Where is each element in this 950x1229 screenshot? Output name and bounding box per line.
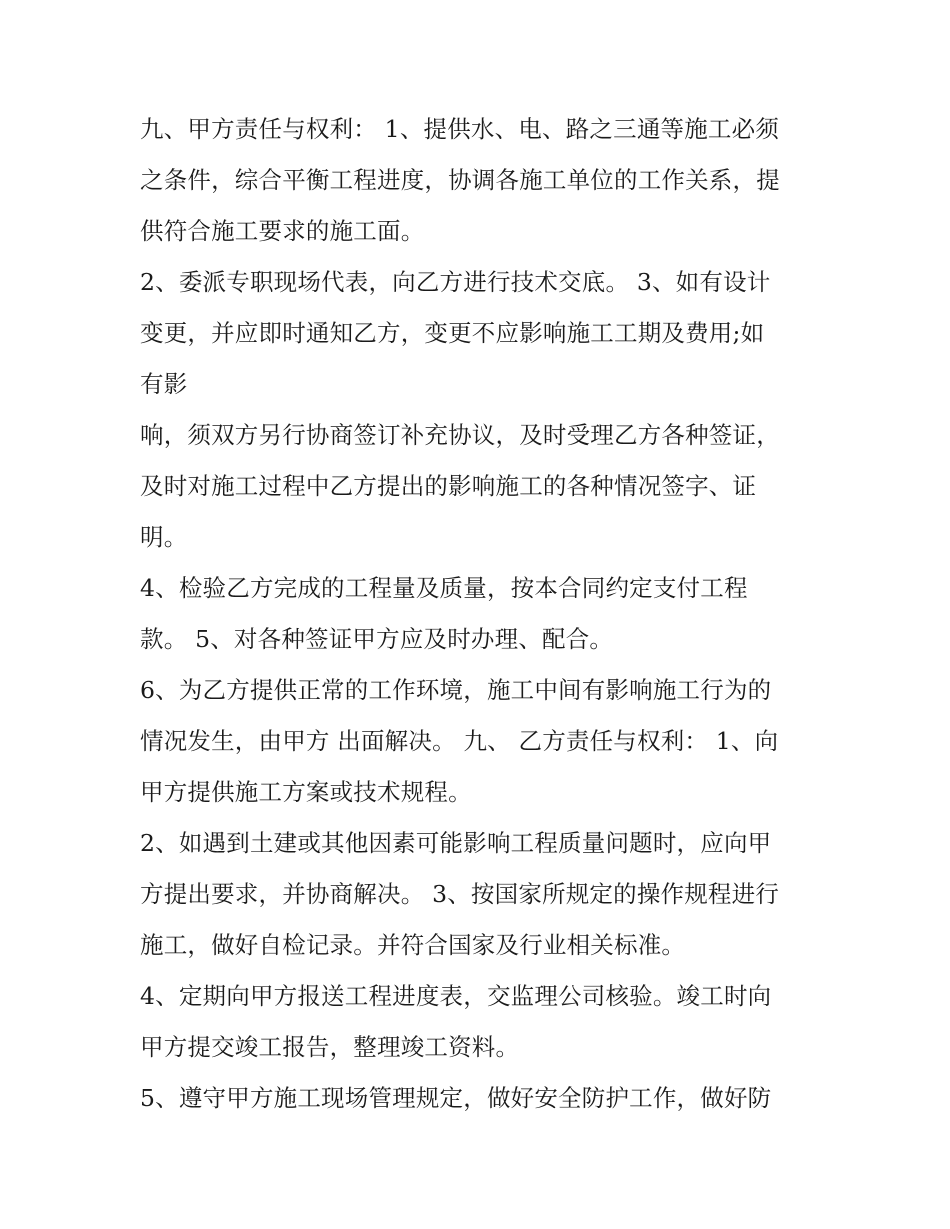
text-line: 4、检验乙方完成的工程量及质量，按本合同约定支付工程 — [140, 574, 748, 602]
text-line: 明。 — [140, 523, 188, 551]
text-line: 有影 — [140, 370, 188, 398]
text-line: 2、如遇到土建或其他因素可能影响工程质量问题时，应向甲 — [140, 829, 772, 857]
text-line: 供符合施工要求的施工面。 — [140, 217, 425, 245]
text-line: 九、甲方责任与权利： 1、提供水、电、路之三通等施工必须 — [140, 115, 780, 143]
text-line: 响，须双方另行协商签订补充协议，及时受理乙方各种签证， — [140, 421, 780, 449]
text-line: 方提出要求，并协商解决。 3、按国家所规定的操作规程进行 — [140, 880, 780, 908]
text-line: 2、委派专职现场代表，向乙方进行技术交底。 3、如有设计 — [140, 268, 771, 296]
text-line: 之条件，综合平衡工程进度，协调各施工单位的工作关系，提 — [140, 166, 780, 194]
text-line: 施工，做好自检记录。并符合国家及行业相关标准。 — [140, 931, 686, 959]
text-line: 甲方提交竣工报告，整理竣工资料。 — [140, 1033, 520, 1061]
text-line: 6、为乙方提供正常的工作环境，施工中间有影响施工行为的 — [140, 676, 772, 704]
text-line: 款。 5、对各种签证甲方应及时办理、配合。 — [140, 625, 614, 653]
text-line: 4、定期向甲方报送工程进度表，交监理公司核验。竣工时向 — [140, 982, 772, 1010]
text-line: 5、遵守甲方施工现场管理规定，做好安全防护工作，做好防 — [140, 1084, 772, 1112]
text-line: 变更，并应即时通知乙方，变更不应影响施工工期及费用;如 — [140, 319, 765, 347]
text-line: 及时对施工过程中乙方提出的影响施工的各种情况签字、证 — [140, 472, 757, 500]
text-line: 情况发生，由甲方 出面解决。 九、 乙方责任与权利： 1、向 — [140, 727, 779, 755]
text-line: 甲方提供施工方案或技术规程。 — [140, 778, 472, 806]
document-body — [140, 104, 820, 1124]
